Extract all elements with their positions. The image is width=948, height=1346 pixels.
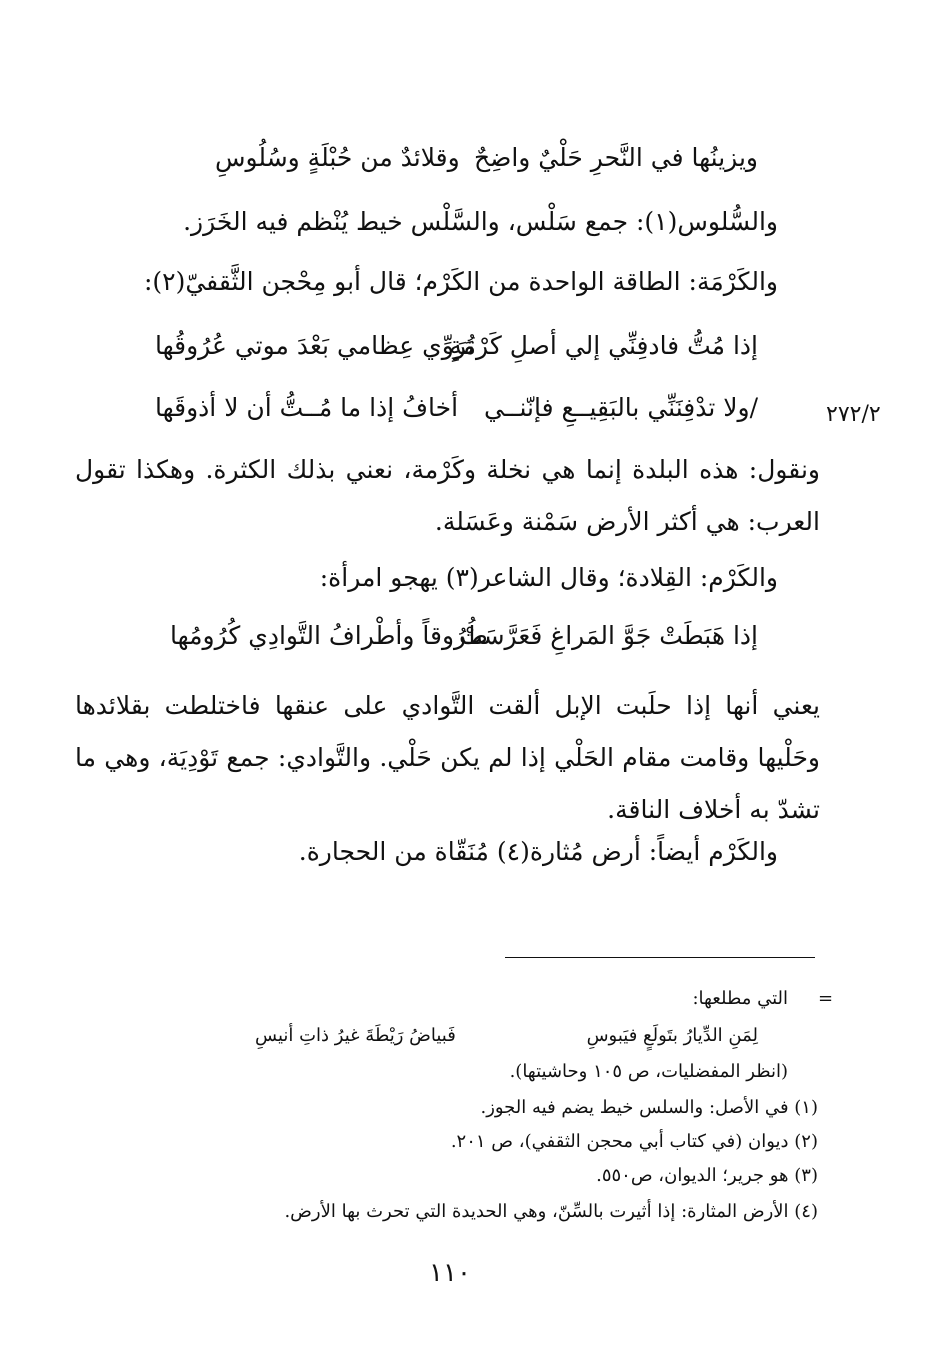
- footnote-4: (٤) الأرض المثارة: إذا أثيرت بالسِّنّ، وهي الحديدة التي تحرث بها الأرض.: [284, 1201, 818, 1222]
- verse-4-left-hemistich: طُرُوقاً وأطْرافُ التَّوادِي كُرُومُها: [170, 621, 488, 650]
- definition-sulus: والسُّلوس(١): جمع سَلْس، والسَّلْس خيط يُنْظم فيه الخَرَز.: [183, 207, 778, 236]
- definition-mathara: والكَرْم أيضاً: أرض مُثارة(٤) مُنَقّاة من الحجارة.: [298, 837, 778, 866]
- definition-qilada: والكَرْم: القِلادة؛ وقال الشاعر(٣) يهجو امرأة:: [319, 563, 778, 592]
- footnote-2: (٢) ديوان (في كتاب أبي محجن الثقفي)، ص ٢٠١.: [450, 1131, 818, 1152]
- footnote-verse-left: فَبياضُ رَيْطَةَ غيرُ ذاتِ أنيسِ: [255, 1025, 456, 1046]
- verse-1-left-hemistich: وقلائدٌ من حُبْلَةٍ وسُلُوسِ: [215, 143, 460, 172]
- footnote-continuation-marker: =: [818, 988, 834, 1009]
- footnote-separator: [505, 957, 815, 958]
- paragraph-balda: ونقول: هذه البلدة إنما هي نخلة وكَرْمة، نعني بذلك الكثرة. وهكذا تقول العرب: هي أكثر الأرض سَمْنة وعَسَلة.: [75, 455, 820, 536]
- footnote-1: (١) في الأصل: والسلس خيط يضم فيه الجوز.: [480, 1097, 818, 1118]
- page-number: ١١٠: [429, 1258, 471, 1288]
- verse-3-left-hemistich: أخافُ إذا ما مُــتُّ أن لا أذوقَها: [155, 393, 459, 422]
- verse-4-right-hemistich: إذا هَبَطَتْ جَوَّ المَراغِ فَعَرَّسَتْ: [459, 621, 758, 650]
- footnote-continuation-intro: التي مطلعها:: [692, 988, 788, 1009]
- paragraph-tawadi: يعني أنها إذا حلَبت الإبل ألقت التَّوادي على عنقها فاختلطت بقلائدها وحَلْيها وقامت مقام الحَلْي إذا لم يكن حَلْي. والتَّوادي: جمع تَوْدِيَة، وهي ما تشدّ به أخلاف الناقة.: [75, 691, 820, 824]
- footnote-verse-right: لِمَنِ الدِّيارُ بتَولَعٍ فيَبوسِ: [586, 1025, 758, 1046]
- verse-1-right-hemistich: ويزينُها في النَّحرِ حَلْيٌ واضِحٌ: [473, 143, 758, 172]
- margin-reference: ٢٧٢/٢: [826, 402, 881, 427]
- footnote-continuation-ref: (انظر المفضليات، ص ١٠٥ وحاشيتها).: [509, 1061, 788, 1082]
- definition-karma: والكَرْمَة: الطاقة الواحدة من الكَرْم؛ قال أبو مِحْجن الثَّقفيّ(٢):: [143, 267, 778, 296]
- verse-3-right-hemistich: /ولا تدْفِنَنِّي بالبَقِيــعِ فإنّنــي: [484, 393, 758, 422]
- verse-2-right-hemistich: إذا مُتُّ فادفِنِّي إلي أصلِ كَرْمَةٍ: [449, 331, 758, 360]
- footnote-3: (٣) هو جرير؛ الديوان، ص٥٥٠.: [596, 1165, 818, 1186]
- verse-2-left-hemistich: تُرَوِّي عِظامي بَعْدَ موتي عُرُوقُها: [155, 331, 475, 360]
